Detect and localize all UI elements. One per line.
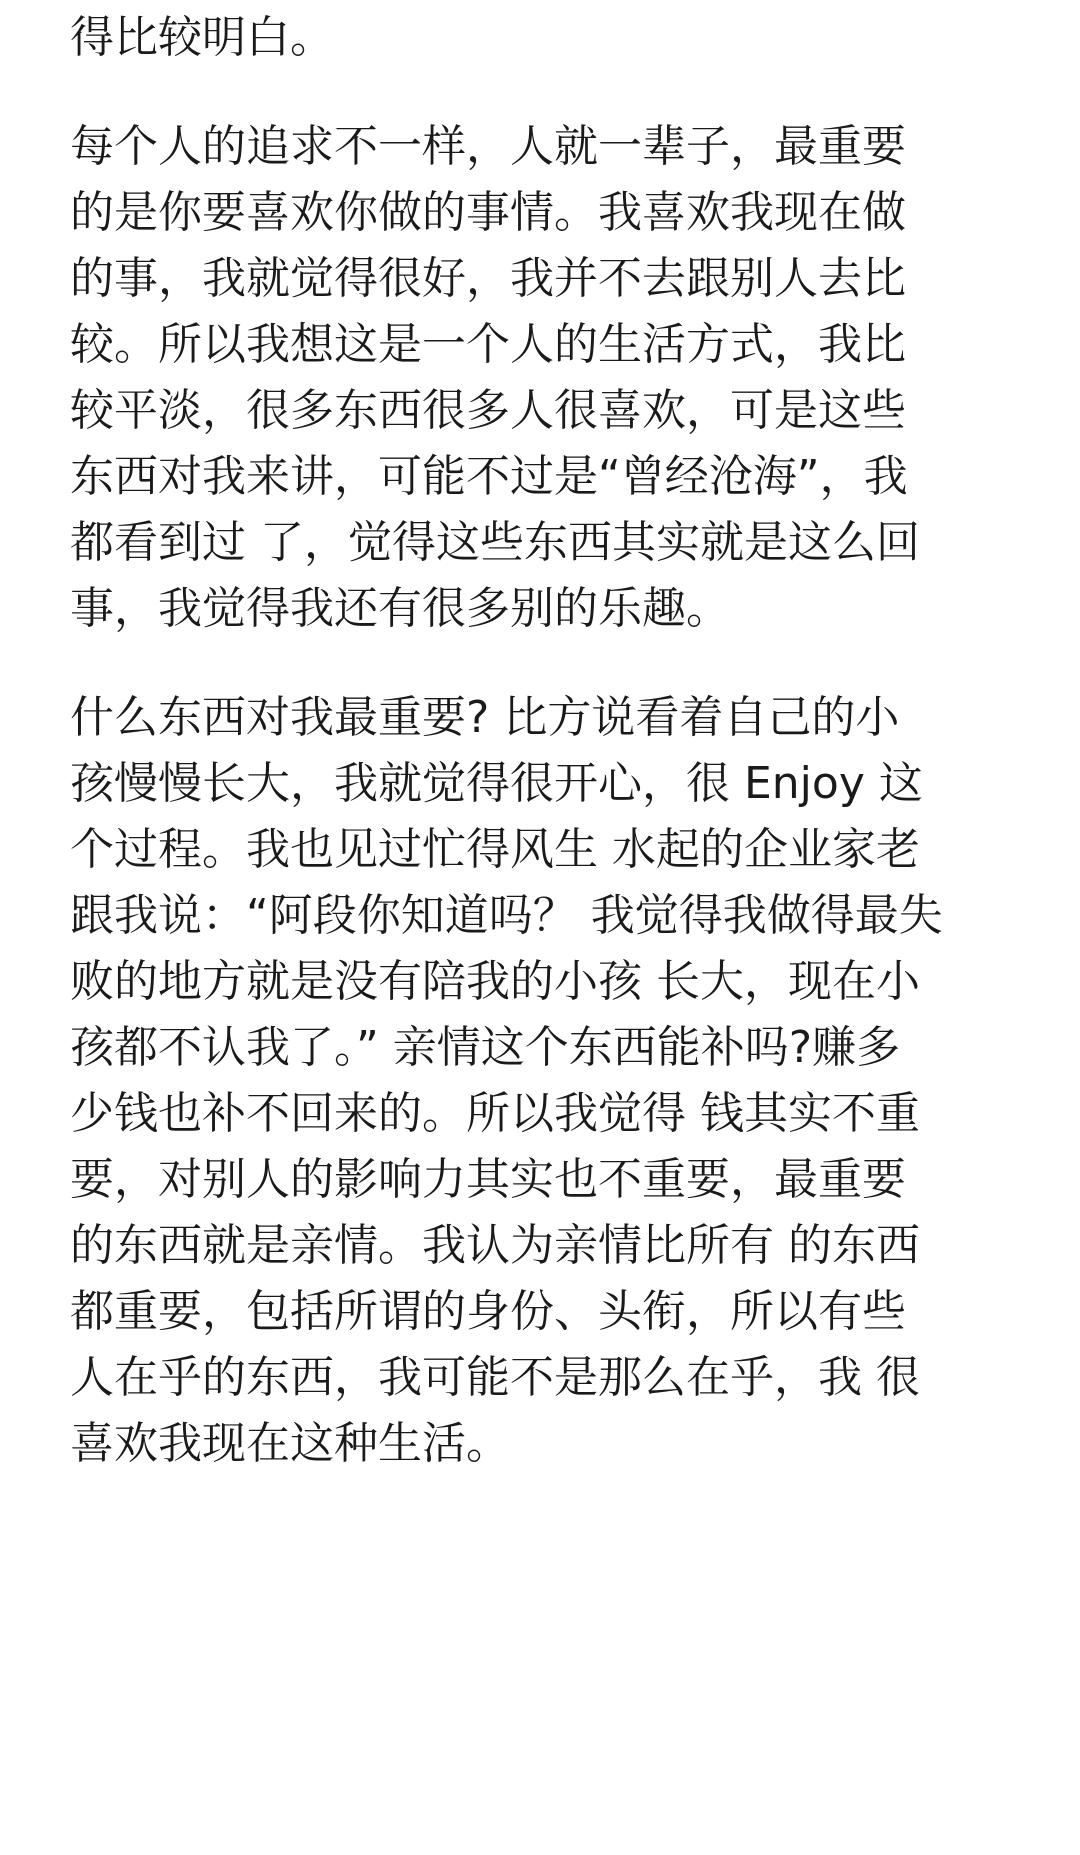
paragraph-2-line-7: 都看到过 了，觉得这些东西其实就是这么回 — [70, 517, 920, 568]
paragraph-3-line-5: 败的地方就是没有陪我的小孩 长大，现在小 — [70, 956, 920, 1007]
paragraph-3-line-8: 要，对别人的影响力其实也不重要，最重要 — [70, 1154, 906, 1205]
paragraph-3-line-4: 跟我说：“阿段你知道吗？ 我觉得我做得最失 — [70, 890, 943, 941]
paragraph-3-line-10: 都重要，包括所谓的身份、头衔，所以有些 — [70, 1286, 906, 1337]
paragraph-3-line-7: 少钱也补不回来的。所以我觉得 钱其实不重 — [70, 1088, 920, 1139]
paragraph-1-line-1: 得比较明白。 — [70, 12, 334, 63]
paragraph-2-line-5: 较平淡，很多东西很多人很喜欢，可是这些 — [70, 385, 906, 436]
paragraph-3-line-3: 个过程。我也见过忙得风生 水起的企业家老 — [70, 824, 920, 875]
paragraph-2-line-4: 较。所以我想这是一个人的生活方式，我比 — [70, 319, 906, 370]
paragraph-3-line-9: 的东西就是亲情。我认为亲情比所有 的东西 — [70, 1220, 920, 1271]
paragraph-3-line-2: 孩慢慢长大，我就觉得很开心，很 Enjoy 这 — [70, 758, 923, 809]
paragraph-3-line-11: 人在乎的东西，我可能不是那么在乎，我 很 — [70, 1352, 920, 1403]
paragraph-2-line-3: 的事，我就觉得很好，我并不去跟别人去比 — [70, 253, 906, 304]
paragraph-2-line-8: 事，我觉得我还有很多别的乐趣。 — [70, 583, 730, 634]
paragraph-3-line-12: 喜欢我现在这种生活。 — [70, 1418, 510, 1469]
paragraph-2-line-1: 每个人的追求不一样，人就一辈子，最重要 — [70, 121, 906, 172]
paragraph-3-line-1: 什么东西对我最重要? 比方说看着自己的小 — [70, 692, 900, 743]
paragraph-3-line-6: 孩都不认我了。” 亲情这个东西能补吗?赚多 — [70, 1022, 901, 1073]
paragraph-2-line-6: 东西对我来讲，可能不过是“曾经沧海”，我 — [70, 451, 908, 502]
paragraph-2-line-2: 的是你要喜欢你做的事情。我喜欢我现在做 — [70, 187, 906, 238]
